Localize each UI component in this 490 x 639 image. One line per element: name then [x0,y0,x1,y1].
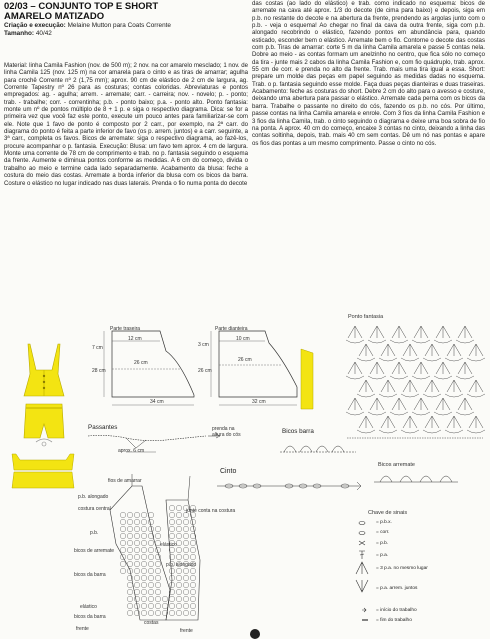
fabric-mesh-cell [120,512,126,518]
stitch-chain [368,340,386,343]
stitch-fan [447,380,461,392]
fabric-mesh-cell [127,575,133,581]
top-label-1: fios de amarrar [108,478,142,484]
stitch-fan [392,398,406,410]
fabric-mesh-cell [190,547,196,553]
stitch-chain [412,412,430,415]
top-label-11: frente [180,628,193,634]
fabric-mesh-cell [169,519,175,525]
fabric-mesh-cell [120,547,126,553]
credit-label: Criação e execução: [4,22,66,29]
passantes-note-2: altura do cós [212,432,241,438]
stitch-fan [458,326,472,338]
stitch-chain [357,358,375,361]
fabric-mesh-cell [148,540,154,546]
stitch-chain [357,430,375,433]
stitch-fan [414,398,428,410]
passantes-note-1: prenda na [212,426,235,432]
measure-back-mid: 26 cm [134,360,148,366]
fabric-mesh-cell [141,554,147,560]
fabric-mesh-cell [127,533,133,539]
fabric-mesh-cell [134,610,140,616]
fabric-mesh-cell [148,512,154,518]
fabric-mesh-cell [176,512,182,518]
fabric-mesh-cell [190,526,196,532]
passantes-width: aprox. 6 cm [118,448,145,454]
stitch-fan [469,380,483,392]
fabric-mesh-cell [162,603,168,609]
fabric-mesh-cell [120,568,126,574]
pattern-back [100,325,210,425]
fabric-mesh-cell [176,554,182,560]
fabric-mesh-cell [120,526,126,532]
page-number-dot [250,629,260,639]
fabric-mesh-cell [141,519,147,525]
stitch-chain [456,412,474,415]
stitch-chain [379,430,397,433]
fabric-mesh-cell [127,554,133,560]
bicos-barra-diagram [278,438,358,458]
stitch-chain [456,376,474,379]
fabric-mesh-cell [134,547,140,553]
stitch-chain [346,376,364,379]
fabric-mesh-cell [127,526,133,532]
fabric-mesh-cell [183,575,189,581]
fabric-mesh-cell [127,547,133,553]
bicos-barra-label: Bicos barra [282,428,314,435]
fabric-mesh-cell [155,610,161,616]
stitch-fan [469,416,483,428]
fabric-mesh-cell [134,568,140,574]
stitch-fan [425,416,439,428]
stitch-fan [348,362,362,374]
stitch-chain [346,340,364,343]
legend-title: Chave de sinais [368,510,408,516]
fabric-mesh-cell [183,568,189,574]
fabric-mesh-cell [141,596,147,602]
fabric-mesh-cell [176,533,182,539]
top-label-9: bicos da barra [74,572,106,578]
legend-item-8: = fim do trabalho [376,618,412,623]
size-value: 40/42 [34,29,52,37]
fabric-mesh-cell [134,526,140,532]
fabric-mesh-cell [155,533,161,539]
fabric-mesh-cell [183,596,189,602]
stitch-fan [403,380,417,392]
passantes-label: Passantes [88,424,118,431]
stitch-fan [403,416,417,428]
stitch-chain [434,376,452,379]
fabric-mesh-cell [155,575,161,581]
fabric-mesh-cell [141,582,147,588]
stitch-fan [381,380,395,392]
stitch-chain [401,430,419,433]
legend-item-3: = p.b. [376,541,389,546]
stitch-fan [403,344,417,356]
fabric-mesh-cell [183,610,189,616]
fabric-mesh-cell [183,533,189,539]
fabric-mesh-cell [148,582,154,588]
stitch-fan [359,344,373,356]
fabric-mesh-cell [176,610,182,616]
fabric-mesh-cell [190,582,196,588]
legend-item-1: = p.b.x. [376,520,392,525]
fabric-mesh-cell [155,589,161,595]
top-label-5: p.b. [90,530,99,536]
fabric-mesh-cell [176,505,182,511]
fabric-mesh-cell [169,505,175,511]
fabric-mesh-cell [148,589,154,595]
fabric-mesh-cell [183,554,189,560]
stitch-chain [467,358,485,361]
fabric-mesh-cell [134,554,140,560]
fabric-mesh-cell [141,589,147,595]
stitch-fan [425,344,439,356]
top-label-4: junte conta na costura [186,508,236,514]
fabric-mesh-cell [183,582,189,588]
fabric-mesh-cell [155,554,161,560]
stitch-chain [467,430,485,433]
fabric-mesh-cell [169,603,175,609]
fabric-mesh-cell [120,519,126,525]
top-label-7: bicos de arremate [74,548,115,554]
fabric-mesh-cell [134,533,140,539]
fabric-mesh-cell [120,540,126,546]
credit [4,22,248,30]
fabric-mesh-cell [169,512,175,518]
fabric-mesh-cell [148,519,154,525]
fabric-mesh-cell [141,568,147,574]
stitch-chain [368,412,386,415]
fabric-mesh-cell [190,589,196,595]
top-label-14: frente [76,626,89,632]
fabric-mesh-cell [127,582,133,588]
stitch-chain [379,358,397,361]
fabric-mesh-cell [176,575,182,581]
fabric-mesh-cell [148,547,154,553]
stitch-fan [436,326,450,338]
measure-back-h: 7 cm [92,345,103,351]
fabric-mesh-cell [127,589,133,595]
pattern-front-label: Parte dianteira [215,326,248,332]
stitch-chain [401,358,419,361]
size-label: Tamanho: [4,29,35,37]
fabric-mesh-cell [141,603,147,609]
fabric-mesh-cell [155,582,161,588]
stitch-fan [370,326,384,338]
pattern-back-label: Parte traseira [110,326,141,332]
stitch-chain [423,394,441,397]
fabric-mesh-cell [141,575,147,581]
fabric-mesh-cell [148,603,154,609]
header [4,2,248,37]
fabric-mesh-cell [148,575,154,581]
fabric-mesh-cell [127,540,133,546]
fabric-mesh-cell [155,561,161,567]
top-label-8: p.b. alongado [166,562,197,568]
top-label-10: costas [144,620,159,626]
credit-value: Melaine Mutton para Coats Corrente [65,22,171,29]
top-label-3: costura central [78,506,111,512]
size [4,30,248,38]
fabric-mesh-cell [155,596,161,602]
fabric-mesh-cell [190,568,196,574]
fabric-mesh-cell [134,582,140,588]
legend-item-4: = p.a. [376,553,389,558]
fabric-mesh-cell [148,568,154,574]
fabric-mesh-cell [176,540,182,546]
measure-front-bot: 32 cm [252,399,266,405]
stitch-chain [445,394,463,397]
fabric-mesh-cell [176,603,182,609]
stitch-fan [469,344,483,356]
fabric-mesh-cell [176,568,182,574]
stitch-chain [456,340,474,343]
fabric-mesh-cell [183,603,189,609]
fabric-mesh-cell [190,575,196,581]
fabric-mesh-cell [127,561,133,567]
stitch-fan [392,326,406,338]
fabric-mesh-cell [127,596,133,602]
measure-front-side: 26 cm [198,368,212,374]
fabric-mesh-cell [155,603,161,609]
stitch-fan [414,362,428,374]
fabric-mesh-cell [190,596,196,602]
fabric-mesh-cell [120,533,126,539]
stitch-fan [392,362,406,374]
stitch-fan [381,416,395,428]
stitch-fan [436,398,450,410]
fabric-mesh-cell [183,589,189,595]
fabric-mesh-cell [148,596,154,602]
fabric-mesh-cell [169,582,175,588]
fabric-mesh-cell [190,554,196,560]
stitch-fan [348,326,362,338]
stitch-chain [445,430,463,433]
measure-back-top: 12 cm [128,336,142,342]
stitch-fan [458,398,472,410]
garment-illustration [6,340,86,490]
fabric-mesh-cell [148,561,154,567]
stitch-chain [423,358,441,361]
fabric-mesh-cell [183,519,189,525]
fabric-mesh-cell [141,526,147,532]
fabric-mesh-cell [141,512,147,518]
fabric-mesh-cell [190,603,196,609]
stitch-chain [401,394,419,397]
fabric-mesh-cell [127,610,133,616]
fabric-mesh-cell [176,526,182,532]
fabric-mesh-cell [183,540,189,546]
instructions-left: Material: linha Camila Fashion (nov. de 500 m); 2 nov. na cor amarelo mesclado; 1 nov. de linha Camila 125 (nov. 125 m) na cor amarela para o cinto e as tiras de amarrar; agulha para crochê Corrente nº 2 (1,75 mm); aprox. 90 cm de elástico de 2 cm de largura, ag. Corrente Tapestry nº 26 para as costuras; contas coloridas. Abreviaturas e pontos empregados: ag. - agulha; arrem. - arremate; carr. - carreira; nov. - novelo; p. - ponto; trab. - trabalhe; corr. - correntinha; p.b. - ponto baixo; p.a. - ponto alto. Ponto fantasia: monte um nº de pontos múltiplo de 8 + 1 p. e siga o respectivo diagrama. Dica: se for a primeira vez que você faz este ponto, execute um pouco antes para familiarizar-se com ele. Note que 1 favo de ponto é composto por 2 carr., por exemplo, na 2ª carr. do diagrama do ponto é feita a parte inferior de favo (os p. arrem. juntos) e a carr. seguinte, a 3ª carr., completa os favos. Bicos de arremate: siga o respectivo diagrama, ao fazê-los, procure acompanhar o p. fantasia. Execução: Blusa: um favo tem aprox. 4 cm de largura. Monte uma corrente de 78 cm de comprimento e trab. no p. fantasia seguindo o esquema da frente. Aumente e diminua pontos conforme as medidas. A 6 cm do começo, divida o trabalho ao meio e termine cada lado separadamente. Acabamento da blusa: feche a costura do meio das costas. Arremate a borda inferior da blusa com os bicos da barra. Costure o elástico no lugar indicado nas duas laterais. Prenda o fio numa ponta do decote [4,62,248,187]
fabric-mesh-cell [141,540,147,546]
fabric-mesh-cell [134,561,140,567]
ponto-fantasia-chart [345,320,485,445]
fabric-mesh-cell [190,610,196,616]
stitch-chain [412,340,430,343]
stitch-chain [434,412,452,415]
stitch-fan [370,362,384,374]
fabric-mesh-cell [134,512,140,518]
stitch-chain [423,430,441,433]
fabric-mesh-cell [176,596,182,602]
fabric-mesh-cell [162,596,168,602]
stitch-chain [467,394,485,397]
pattern-front [205,325,325,425]
fabric-mesh-cell [169,526,175,532]
stitch-chain [368,376,386,379]
fabric-mesh-cell [155,526,161,532]
fabric-mesh-cell [148,610,154,616]
measure-back-side: 28 cm [92,368,106,374]
stitch-fan [370,398,384,410]
stitch-chain [390,340,408,343]
title-line-2: AMARELO MATIZADO [4,11,105,22]
stitch-chain [390,412,408,415]
stitch-fan [436,362,450,374]
fabric-mesh-cell [155,568,161,574]
instructions-right: das costas (ao lado do elástico) e trab. como indicado no esquema: bicos de arremate na cava até aprox. 1/3 do decote (de cima para baixo) e depois, siga em p.b. no restante do decote e na abertura da frente, prendendo as argolas junto com o p.b. - veja o esquema! Ao chegar no final da cava da outra frente, siga com p.b. alongado recobrindo o elástico, fazendo pontos em abundância para, quando esticado, esconder bem o elástico. Arremate bem o fio. Contorne o decote das costas com p.b. Tiras de amarrar: corte 5 m da linha Camila amarela e passe 5 contas nela. Dobre ao meio - as contas formam um anelzinho no centro, que fica sólo no começo da tira - junte mais 2 cabos da linha Camila Fashion e, com fio quádruplo, trab. aprox. 55 cm de corr. e prenda no alto da frente. Trab. mais uma tira igual a essa. Short: prepare um molde das peças em papel seguindo as medidas dadas no esquema. Trab. o p. fantasia seguindo esse molde. Faça duas peças dianteiras e duas traseiras. Acabamento: feche as costuras do short. Debre 2 cm do alto para o avesso e costure, deixando uma abertura para passar o elástico. Arremate cada perna com os bicos da barra. Trabalhe o passante no direito do cós, fazendo os p.b. no cós. Por último, passe contas na linha Camila amarela e enrole. Com 3 fios da linha Camila Fashion e 3 fios da linha Camila, trab. o cinto seguindo o diagrama e deixe uma boa sobra de fio na ponta. A aprox. 40 cm do começo, encaixe 3 contas no cinto, deixando a linha das contas soltinha, depois, trab. mais 40 cm sem contas. Dê um nó nas pontas e apare os fios das pontas a um mesmo comprimento. Passe o cinto no cós. [252,0,485,147]
top-label-2: p.b. alongado [78,494,109,500]
fabric-mesh-cell [141,533,147,539]
top-label-6: elástico [160,542,177,548]
fabric-mesh-cell [148,554,154,560]
fabric-mesh-cell [176,582,182,588]
measure-front-h: 3 cm [198,342,209,348]
stitch-fan [458,362,472,374]
fabric-mesh-cell [169,568,175,574]
stitch-chain [346,412,364,415]
fabric-mesh-cell [176,589,182,595]
fabric-mesh-cell [134,575,140,581]
fabric-mesh-cell [169,610,175,616]
stitch-chain [390,376,408,379]
stitch-fan [447,344,461,356]
fabric-mesh-cell [134,596,140,602]
legend-item-7: = início do trabalho [376,608,417,613]
stitch-fan [414,326,428,338]
stitch-chain [445,358,463,361]
stitch-chain [434,340,452,343]
cinto-label: Cinto [220,468,237,475]
fabric-mesh-cell [176,547,182,553]
stitch-fan [348,398,362,410]
fabric-mesh-cell [190,540,196,546]
bicos-arremate-label: Bicos arremate [378,462,415,468]
fabric-mesh-cell [134,589,140,595]
stitch-chain [412,376,430,379]
legend-item-2: = corr. [376,530,390,535]
fabric-mesh-cell [127,519,133,525]
fabric-mesh-cell [141,561,147,567]
fabric-mesh-cell [176,519,182,525]
fabric-mesh-cell [127,603,133,609]
stitch-fan [425,380,439,392]
fabric-mesh-cell [169,533,175,539]
measure-front-mid: 26 cm [238,357,252,363]
measure-front-top: 10 cm [236,336,250,342]
fabric-mesh-cell [127,512,133,518]
legend-item-5: = 3 p.a. no mesmo lugar [376,566,428,571]
fabric-mesh-cell [134,540,140,546]
fabric-mesh-cell [141,610,147,616]
stitch-fan [447,416,461,428]
legend-item-6: = p.a. arrem. juntos [376,586,418,591]
stitch-fan [359,380,373,392]
fabric-mesh-cell [134,519,140,525]
fabric-mesh-cell [183,526,189,532]
top-label-12: elástico [80,604,97,610]
measure-back-bot: 34 cm [150,399,164,405]
ponto-fantasia-label: Ponto fantasia [348,314,384,320]
fabric-mesh-cell [141,547,147,553]
top-label-13: bicos da barra [74,614,106,620]
fabric-mesh-cell [169,596,175,602]
stitch-fan [381,344,395,356]
title-line-1: 02/03 – CONJUNTO TOP E SHORT [4,1,159,12]
fabric-mesh-cell [120,561,126,567]
stitch-chain [357,394,375,397]
stitch-chain [379,394,397,397]
fabric-mesh-cell [183,547,189,553]
bicos-arremate-diagram [372,468,462,488]
stitch-fan [359,416,373,428]
